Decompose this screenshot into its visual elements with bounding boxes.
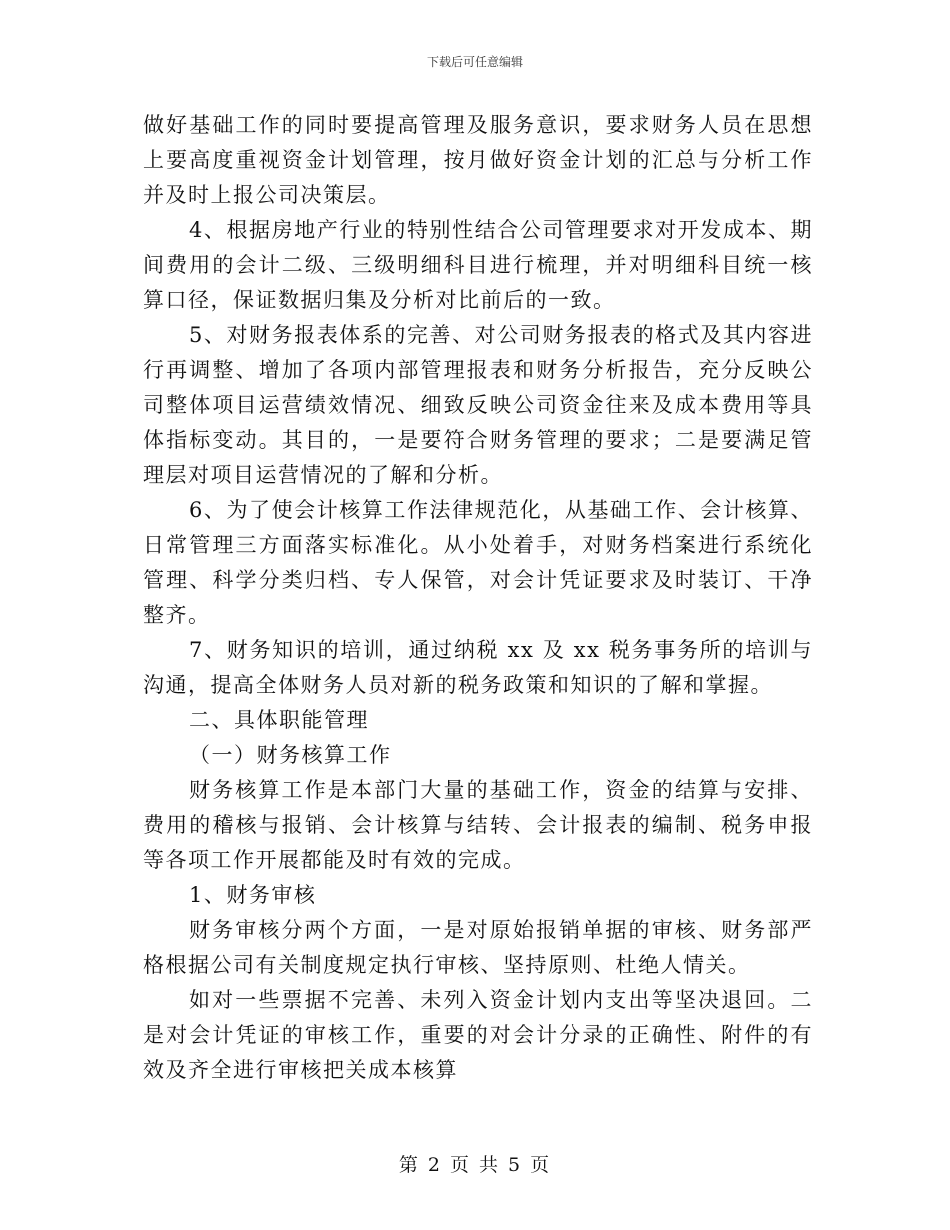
total-pages-number: 5 <box>508 1154 523 1176</box>
page-label-suffix: 页 <box>530 1154 552 1176</box>
paragraph: 做好基础工作的同时要提高管理及服务意识，要求财务人员在思想上要高度重视资金计划管理，按月做好资金计划的汇总与分析工作并及时上报公司决策层。 <box>143 113 813 207</box>
page-label-mid: 页 共 <box>449 1154 501 1176</box>
page-label-prefix: 第 <box>398 1154 420 1176</box>
paragraph: 财务审核分两个方面，一是对原始报销单据的审核、财务部严格根据公司有关制度规定执行审核、坚持原则、杜绝人情关。 <box>143 918 813 977</box>
paragraph: 5、对财务报表体系的完善、对公司财务报表的格式及其内容进行再调整、增加了各项内部管理报表和财务分析报告，充分反映公司整体项目运营绩效情况、细致反映公司资金往来及成本费用等具体指标变动。其目的，一是要符合财务管理的要求；二是要满足管理层对项目运营情况的了解和分析。 <box>143 323 813 487</box>
paragraph: 4、根据房地产行业的特别性结合公司管理要求对开发成本、期间费用的会计二级、三级明细科目进行梳理，并对明细科目统一核算口径，保证数据归集及分析对比前后的一致。 <box>143 218 813 312</box>
paragraph: 财务核算工作是本部门大量的基础工作，资金的结算与安排、费用的稽核与报销、会计核算与结转、会计报表的编制、税务申报等各项工作开展都能及时有效的完成。 <box>143 778 813 872</box>
item-heading: 1、财务审核 <box>189 883 317 907</box>
paragraph: 如对一些票据不完善、未列入资金计划内支出等坚决退回。二是对会计凭证的审核工作，重要的对会计分录的正确性、附件的有效及齐全进行审核把关成本核算 <box>143 988 813 1082</box>
document-body <box>143 108 813 1088</box>
subsection-heading: （一）财务核算工作 <box>189 743 392 767</box>
paragraph: 6、为了使会计核算工作法律规范化，从基础工作、会计核算、日常管理三方面落实标准化。从小处着手，对财务档案进行系统化管理、科学分类归档、专人保管，对会计凭证要求及时装订、干净整齐。 <box>143 498 813 627</box>
current-page-number: 2 <box>427 1154 442 1176</box>
paragraph: 7、财务知识的培训，通过纳税 xx 及 xx 税务事务所的培训与沟通，提高全体财务人员对新的税务政策和知识的了解和掌握。 <box>143 638 813 697</box>
page-footer <box>0 1150 950 1177</box>
section-heading: 二、具体职能管理 <box>189 708 369 732</box>
page-header: 下载后可任意编辑 <box>426 55 523 69</box>
